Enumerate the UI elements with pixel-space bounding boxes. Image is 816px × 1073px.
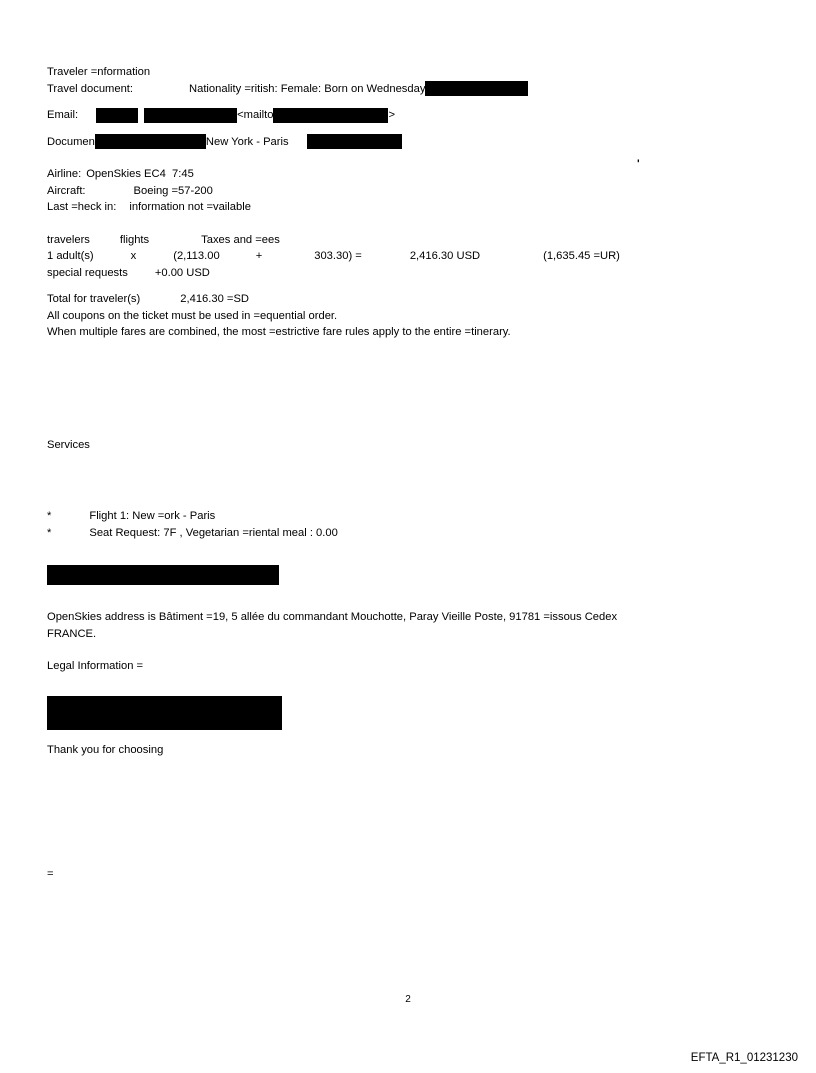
last-checkin-line: [47, 199, 747, 216]
fare-table-row: [47, 248, 747, 265]
last-checkin-label: Last =heck in:: [47, 201, 117, 213]
travel-document-line: [47, 81, 747, 98]
legal-information-heading: Legal Information =: [47, 660, 144, 672]
aircraft-line: [47, 183, 747, 200]
document-label: Documen: [47, 135, 95, 148]
bullet-asterisk: *: [47, 510, 52, 522]
bullet-asterisk: *: [47, 526, 52, 539]
redaction-bar-email-3: [273, 108, 388, 123]
fare-taxes-amount: 303.30) =: [314, 250, 362, 262]
address-line-2: FRANCE.: [47, 627, 97, 640]
fare-multiplier: x: [130, 250, 137, 262]
airline-line: [47, 166, 747, 183]
thank-you-line: Thank you for choosing: [47, 743, 164, 756]
fare-table-header: [47, 232, 747, 249]
fare-total-eur: (1,635.45 =UR): [543, 250, 620, 262]
email-label: Email:: [47, 109, 79, 121]
services-heading: Services: [47, 438, 90, 451]
fare-header-travelers: travelers: [47, 233, 90, 246]
bates-number: EFTA_R1_01231230: [690, 1052, 798, 1064]
redaction-bar-email-2: [144, 108, 237, 123]
aircraft-label: Aircraft:: [47, 184, 86, 197]
redaction-block-services: [47, 565, 279, 585]
travel-document-label: Travel document:: [47, 82, 134, 95]
service-item-label: Flight 1: New =ork - Paris: [89, 510, 216, 522]
service-item-flight: [47, 508, 747, 525]
special-requests-label: special requests: [47, 266, 128, 279]
total-line: [47, 291, 747, 308]
document-route-line: [47, 134, 747, 151]
special-requests-value: +0.00 USD: [154, 266, 210, 279]
service-item-label: Seat Request: 7F , Vegetarian =riental meal : 0.00: [89, 526, 338, 539]
fare-header-taxes: Taxes and =ees: [201, 233, 280, 246]
redaction-bar-birthdate: [425, 81, 528, 96]
aircraft-value: Boeing =57-200: [133, 184, 213, 197]
redaction-bar-route: [307, 134, 402, 149]
page-number: 2: [405, 994, 411, 1005]
fare-traveler-count: 1 adult(s): [47, 250, 94, 262]
mailto-text: <mailto: [237, 109, 274, 121]
address-line-1: OpenSkies address is Bâtiment =19, 5 allée du commandant Mouchotte, Paray Vieille Poste, 91781 =issous Cedex: [47, 611, 618, 623]
nationality-text: Nationality =ritish: Female: Born on Wednesday: [189, 82, 426, 95]
mailto-close: >: [388, 109, 396, 121]
fare-header-flights: flights: [119, 233, 150, 246]
total-label: Total for traveler(s): [47, 293, 141, 305]
fare-plus-sign: +: [255, 250, 263, 262]
fare-base-amount: (2,113.00: [173, 250, 220, 262]
fare-rules-note: When multiple fares are combined, the most =estrictive fare rules apply to the entire =tinerary.: [47, 326, 511, 338]
airline-value: OpenSkies EC4 7:45: [86, 168, 194, 180]
special-requests-row: [47, 265, 747, 282]
redaction-bar-document: [95, 134, 206, 149]
coupon-note: All coupons on the ticket must be used in =equential order.: [47, 309, 338, 322]
service-item-seat: [47, 525, 747, 542]
email-line: [47, 107, 747, 124]
route-text: New York - Paris: [205, 135, 289, 148]
document-body: [47, 64, 747, 883]
redaction-bar-email-1: [96, 108, 138, 123]
total-value: 2,416.30 =SD: [180, 293, 249, 305]
fare-total-usd: 2,416.30 USD: [409, 250, 481, 262]
stray-mark: ': [637, 158, 640, 170]
redaction-block-legal: [47, 696, 282, 730]
traveler-information-heading: Traveler =nformation: [47, 66, 151, 78]
airline-label: Airline:: [47, 168, 82, 180]
last-checkin-value: information not =vailable: [129, 201, 251, 213]
equals-mark: =: [47, 868, 54, 880]
